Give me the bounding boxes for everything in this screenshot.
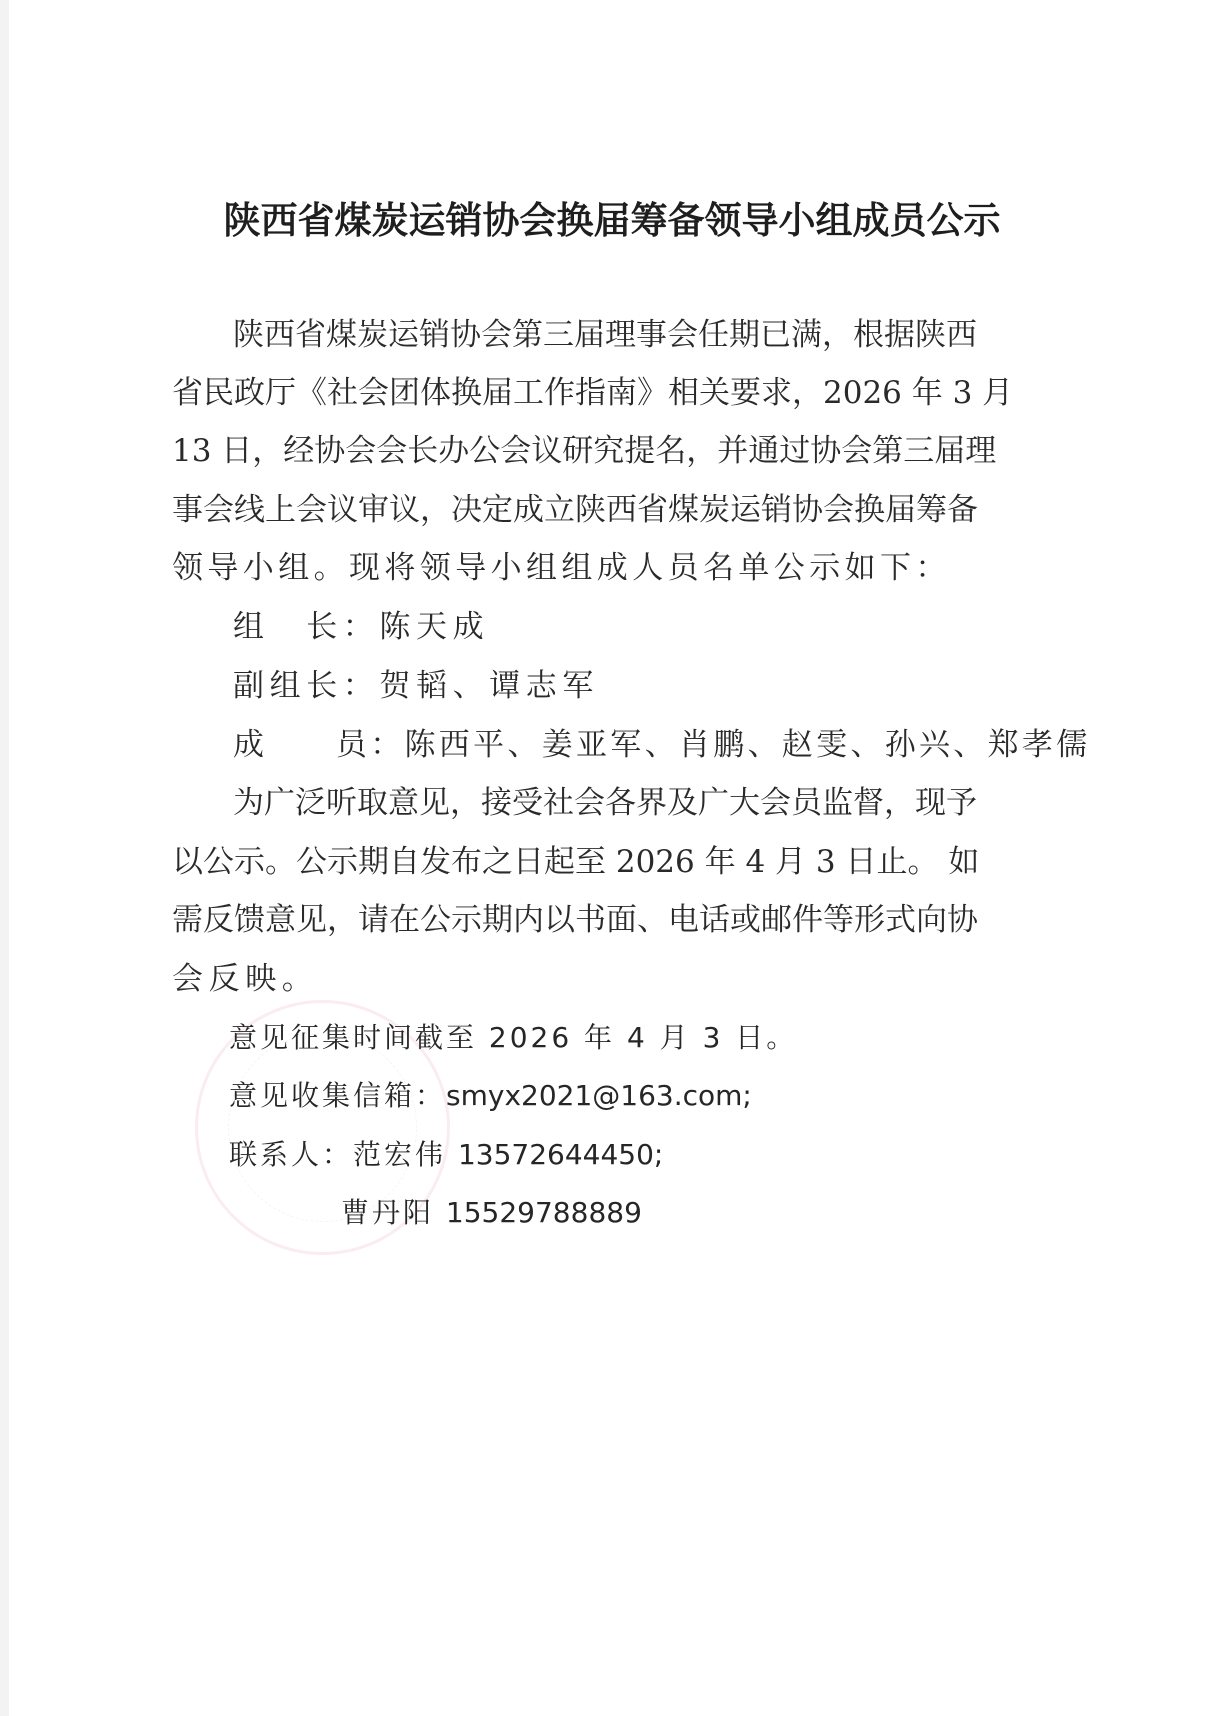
mailbox-label: 意见收集信箱： (229, 1079, 447, 1112)
contact-line (229, 1135, 663, 1175)
paragraph-line: 领导小组。现将领导小组组成人员名单公示如下： (172, 550, 951, 586)
paragraph-line: 为广泛听取意见，接受社会各界及广大会员监督，现予 (233, 785, 977, 821)
member-row (233, 725, 1091, 765)
contact-line (341, 1193, 642, 1233)
mailbox-line (229, 1076, 752, 1116)
paragraph-line: 事会线上会议审议，决定成立陕西省煤炭运销协会换届筹备 (172, 492, 978, 528)
scan-edge (0, 0, 9, 1716)
contact-phone: 15529788889 (445, 1196, 642, 1229)
document-title: 陕西省煤炭运销协会换届筹备领导小组成员公示 (223, 199, 1001, 242)
contact-name: 曹丹阳 (341, 1196, 435, 1229)
deputy-names: 贺韬、谭志军 (379, 668, 600, 704)
member-names: 陈西平、姜亚军、肖鹏、赵雯、孙兴、郑孝儒 (404, 727, 1091, 763)
contact-label: 联系人： (229, 1138, 354, 1171)
paragraph-line: 需反馈意见，请在公示期内以书面、电话或邮件等形式向协 (172, 902, 978, 938)
contact-name: 范宏伟 (353, 1138, 447, 1171)
mailbox-address: smyx2021@163.com; (446, 1079, 752, 1112)
paragraph-line: 以公示。公示期自发布之日起至 2026 年 4 月 3 日止。 如 (172, 844, 980, 880)
deputy-label: 副组长： (233, 668, 380, 704)
contact-phone: 13572644450; (457, 1138, 664, 1171)
leader-row (233, 607, 489, 647)
leader-name: 陈天成 (379, 609, 490, 645)
paragraph-line: 陕西省煤炭运销协会第三届理事会任期已满，根据陕西 (233, 317, 977, 353)
paragraph-line: 会反映。 (172, 961, 319, 997)
paragraph-line: 省民政厅《社会团体换届工作指南》相关要求，2026 年 3 月 (172, 375, 1014, 411)
leader-label: 组 长： (233, 609, 380, 645)
deputy-row (233, 666, 599, 706)
member-label: 成 员： (233, 727, 405, 763)
deadline-line: 意见征集时间截至 2026 年 4 月 3 日。 (229, 1021, 798, 1054)
paragraph-line: 13 日，经协会会长办公会议研究提名，并通过协会第三届理 (172, 433, 997, 469)
